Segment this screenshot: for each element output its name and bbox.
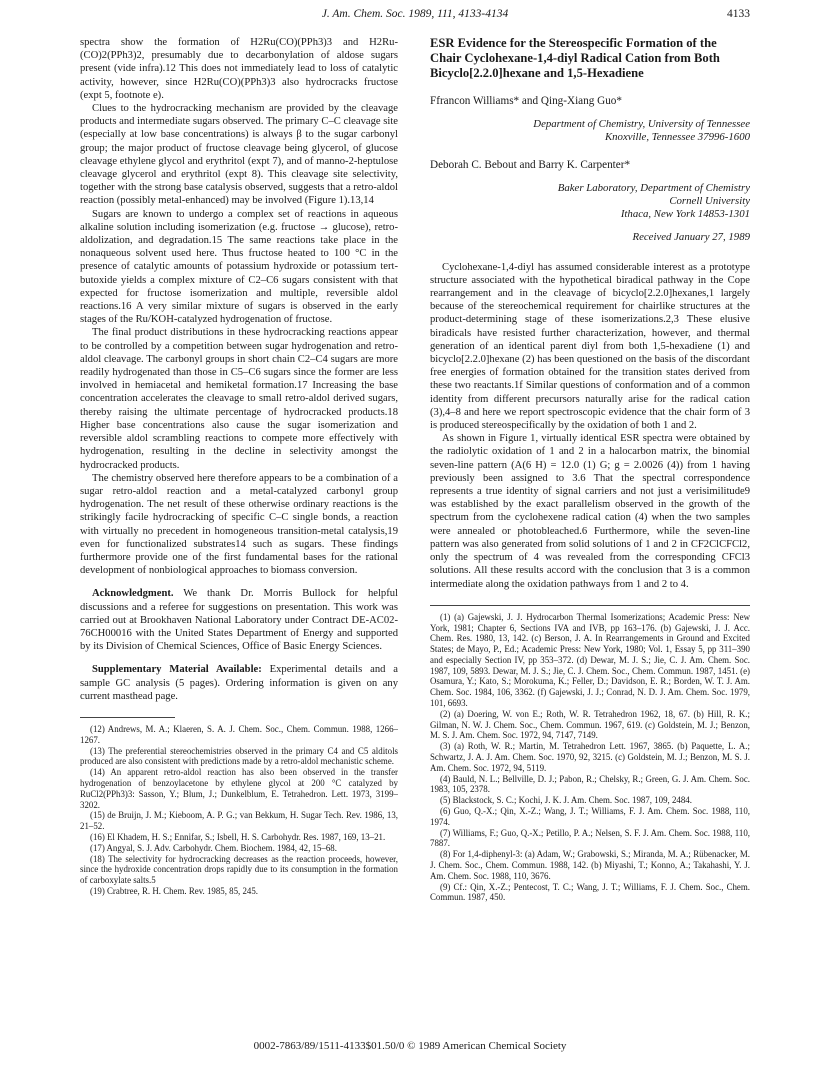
footnote-5: (5) Blackstock, S. C.; Kochi, J. K. J. Am. Chem. Soc. 1987, 109, 2484. (440, 795, 692, 806)
footnote-12: (12) Andrews, M. A.; Klaeren, S. A. J. Chem. Soc., Chem. Commun. 1988, 1266–1267. (80, 723, 398, 745)
affiliation-1-line-2: Knoxville, Tennessee 37996-1600 (604, 131, 750, 144)
affiliation-2-line-3: Ithaca, New York 14853-1301 (620, 208, 750, 221)
footnote-7: (7) Williams, F.; Guo, Q.-X.; Petillo, P. A.; Nelsen, S. F. J. Am. Chem. Soc. 1988, 110, 7887. (430, 827, 750, 849)
affiliation-2-line-2: Cornell University (669, 195, 750, 208)
authors-group-1: Ffrancon Williams* and Qing-Xiang Guo* (430, 95, 622, 107)
supplementary-heading: Supplementary Material Available: (92, 664, 262, 676)
left-paragraph-2: Clues to the hydrocracking mechanism are provided by the cleavage products and intermediate sugars observed. The primary C–C cleavage site (especially at low base concentrations) is always β to the sugar carbonyl group; the major product of fructose cleavage being glycerol, of glucose cleavage ethylene glycol and erythritol (expt 7), and of manno-2-heptulose cleavage glycerol and erythritol (expt 8). This cleavage site selectivity, together with the strong base catalysis observed, suggests that a retro-aldol reaction (possibly metal-enhanced) may be involved (Figure 1).13,14 (80, 103, 398, 207)
footnote-13: (13) The preferential stereochemistries observed in the primary C4 and C5 alditols produced are also consistent with predictions made by a retro-aldol mechanistic scheme. (80, 745, 398, 767)
acknowledgment-heading: Acknowledgment. (92, 588, 174, 600)
footnote-4: (4) Bauld, N. L.; Bellville, D. J.; Pabon, R.; Chelsky, R.; Green, G. J. Am. Chem. Soc. 1983, 105, 2378. (430, 773, 750, 795)
footnote-8: (8) For 1,4-diphenyl-3: (a) Adam, W.; Grabowski, S.; Miranda, M. A.; Rübenacker, M. J. Chem. Soc., Chem. Commun. 1988, 142. (b) Miyashi, T.; Konno, A.; Takahashi, Y. J. Am. Chem. Soc. 1988, 110, 3676. (430, 849, 750, 881)
left-paragraph-5: The chemistry observed here therefore appears to be a combination of a sugar retro-aldol reaction and a metal-catalyzed carbonyl group hydrogenation. The net result of these otherwise ordinary reactions is the strikingly facile hydrocracking of specific C–C single bonds, a reaction with virtually no precedent in homogeneous transition-metal catalysis,19 even for functionalized substrates14 such as sugars. These findings furthermore provide one of the first fundamental bases for the rational development of nonbiological approaches to biomass conversion. (80, 472, 398, 577)
received-date: Received January 27, 1989 (632, 231, 750, 244)
footnote-15: (15) de Bruijn, J. M.; Kieboom, A. P. G.; van Bekkum, H. Sugar Tech. Rev. 1986, 13, 21–52. (80, 810, 398, 832)
footnote-19: (19) Crabtree, R. H. Chem. Rev. 1985, 85, 245. (90, 885, 259, 896)
right-paragraph-1: Cyclohexane-1,4-diyl has assumed considerable interest as a prototype structure associated with the hypothetical biradical pathway in the Cope rearrangement and in the cleavage of bicyclo[2.2.0]hexanes,1 largely because of the stereochemical requirement for chairlike structures at the product-determining stage of these isomerizations.2,3 These elusive biradicals have resisted further characterization, however, and thermal generation of an identical parent diyl from both 1,5-hexadiene (1) and bicyclo[2.2.0]hexane (2) has been questioned on the basis of the discordant free energies of formation obtained for the transition states derived from these two reactants.1f Similar questions of conformation and of a common identity from different precursors naturally arise for the radical cation (3),4–8 and here we report spectroscopic evidence that the chair form of 3 is produced stereospecifically by the oxidation of both 1 and 2. (430, 261, 750, 432)
journal-citation: J. Am. Chem. Soc. 1989, 111, 4133-4134 (321, 8, 509, 20)
footnote-3: (3) (a) Roth, W. R.; Martin, M. Tetrahedron Lett. 1967, 3865. (b) Paquette, L. A.; Schwartz, J. A. J. Am. Chem. Soc. 1970, 92, 3215. (c) Goldstein, M. J.; Benzon, M. S. J. Am. Chem. Soc. 1972, 94, 5119. (430, 741, 750, 773)
affiliation-2-line-1: Baker Laboratory, Department of Chemistry (557, 181, 750, 194)
authors-group-2: Deborah C. Bebout and Barry K. Carpenter* (430, 158, 631, 171)
footnote-14: (14) An apparent retro-aldol reaction has also been observed in the transfer hydrogenation of benzoylacetone by ethylene glycol at 200 °C catalyzed by RuCl2(PPh3)3: Sasson, Y.; Blum, J.; Dunkelblum, E. Tetrahedron. Lett. 1973, 3199–3202. (80, 767, 398, 810)
footnote-2: (2) (a) Doering, W. von E.; Roth, W. R. Tetrahedron 1962, 18, 67. (b) Hill, R. K.; Gilman, N. W. J. Chem. Soc., Chem. Commun. 1967, 619. (c) Goldstein, M. J.; Benzon, M. S. J. Am. Chem. Soc. 1972, 94, 7147, 7149. (430, 708, 750, 741)
page-footer: 0002-7863/89/1511-4133$01.50/0 © 1989 American Chemical Society (253, 1040, 567, 1052)
footnote-divider-right (430, 605, 750, 606)
footnote-17: (17) Angyal, S. J. Adv. Carbohydr. Chem. Biochem. 1984, 42, 15–68. (90, 842, 337, 853)
footnote-9: (9) Cf.: Qin, X.-Z.; Pentecost, T. C.; Wang, J. T.; Williams, F. J. Chem. Soc., Chem. Commun. 1987, 450. (430, 881, 750, 903)
right-column (430, 36, 750, 903)
affiliation-2 (430, 182, 750, 222)
article-title: ESR Evidence for the Stereospecific Formation of the Chair Cyclohexane-1,4-diyl Radical Cation from Both Bicyclo[2.2.0]hexane and 1,5-Hexadiene (430, 36, 720, 80)
footnote-1: (1) (a) Gajewski, J. J. Hydrocarbon Thermal Isomerizations; Academic Press: New York, 1981; Chapter 6, Sections IVA and IVB, pp 163–176. (b) Gajewski, J. J. Acc. Chem. Res. 1980, 13, 142. (c) Berson, J. A. In Rearrangements in Ground and Excited States; de Mayo, P., Ed.; Academic Press: New York, 1980; Vol. 1, Essay 5, pp 311–390 and especially Section IV, pp 353–372. (d) Dewar, M. J. S.; Jie, C. J. Am. Chem. Soc. 1987, 109, 5893. Dewar, M. J. S.; Jie, C. J. Chem. Soc., Chem. Commun. 1987, 1451. (e) Osamura, Y.; Kato, S.; Morokuma, K.; Feller, D.; Davidson, E. R.; Borden, W. T. J. Am. Chem. Soc. 1984, 106, 3362. (f) Gajewski, J. J.; Conrad, N. D. J. Am. Chem. Soc. 1979, 101, 6693. (430, 611, 750, 709)
affiliation-1-line-1: Department of Chemistry, University of Tennessee (533, 118, 750, 131)
right-paragraph-2: As shown in Figure 1, virtually identical ESR spectra were obtained by the radiolytic oxidation of 1 and 2 in a halocarbon matrix, the binomial seven-line pattern (A(6 H) = 12.0 (1) G; g = 2.0026 (4)) from 1 having previously been assigned to 3.6 That the spectral correspondence represents a true identity of signal carriers and not just a verisimilitude9 was established by the exact parallelism observed in the growth of the spectrum from the cyclohexene radical cation (4) when the two samples were annealed or photobleached.6 Furthermore, while the seven-line pattern was also generated from solid solutions of 1 and 2 in CF2ClCFCl2, only the spectrum of 4 was revealed from the corresponding CFCl3 solutions. All these results accord with the conclusion that 3 is a common intermediate along the oxidation pathways from 1 and 2 to 4. (430, 433, 750, 590)
acknowledgment-text: We thank Dr. Morris Bullock for helpful discussions and a referee for suggestions on presentation. This work was carried out at Brookhaven National Laboratory under Contract DE-AC02-76CH00016 with the United States Department of Energy and supported by its Division of Chemical Sciences, Office of Basic Energy Sciences. (80, 588, 398, 653)
left-paragraph-4: The final product distributions in these hydrocracking reactions appear to be controlled by a competition between sugar hydrogenation and retro-aldol cleavage. The carbonyl groups in short chain C2–C4 sugars are more readily hydrogenated than those in C5–C6 sugars since the former are less involved in hemiacetal and hemiketal formation.17 Increasing the base concentration accelerates the cleavage to small retro-aldol derived sugars, thereby raising the ultimate percentage of hydrocracked products.18 Higher base concentrations also cause the sugar isomerization and reversible aldol scrambling reactions to compete more effectively with hydrogenation, resulting in the decline in selectivity amongst the hydrocracked products. (80, 327, 398, 471)
footnote-18: (18) The selectivity for hydrocracking decreases as the reaction proceeds, however, since the hydroxide concentration drops rapidly due to its consumption in the formation of carboxylate salts.5 (80, 853, 398, 886)
footnote-16: (16) El Khadem, H. S.; Ennifar, S.; Isbell, H. S. Carbohydr. Res. 1987, 169, 13–21. (90, 831, 386, 842)
left-column (80, 36, 398, 897)
supplementary-text: Experimental details and a sample GC analysis (5 pages). Ordering information is given on any current masthead page. (80, 664, 398, 702)
footnote-6: (6) Guo, Q.-X.; Qin, X.-Z.; Wang, J. T.; Williams, F. J. Am. Chem. Soc. 1988, 110, 1974. (430, 806, 750, 827)
supplementary-material (80, 663, 398, 703)
page-number: 4133 (727, 8, 750, 20)
running-header (80, 8, 750, 24)
left-paragraph-3: Sugars are known to undergo a complex set of reactions in aqueous alkaline solution including isomerization (e.g. fructose → glucose), retro-aldolization, and degradation.15 The same reactions take place in the nonaqueous solvent used here. Thus fructose heated to 100 °C in the presence of catalytic amounts of potassium hydroxide or potassium tert-butoxide yields a complex mixture of C2–C6 sugars consistent with that expected for fructose isomerization and multiple, reversible aldol reactions.16 A very similar mixture of sugars is observed in the early stages of the Ru/KOH-catalyzed hydrogenation of fructose. (80, 208, 398, 326)
acknowledgment (80, 587, 398, 653)
affiliation-1 (430, 118, 750, 144)
left-paragraph-1: spectra show the formation of H2Ru(CO)(PPh3)3 and H2Ru-(CO)2(PPh3)2, presumably due to decarbonylation of aldose sugars present (vide infra).12 This does not immediately lead to loss of catalytic activity, however, since H2Ru(CO)(PPh3)3 also hydrocracks fructose (expt 5, footnote e). (80, 37, 398, 101)
footnote-divider (80, 717, 175, 718)
